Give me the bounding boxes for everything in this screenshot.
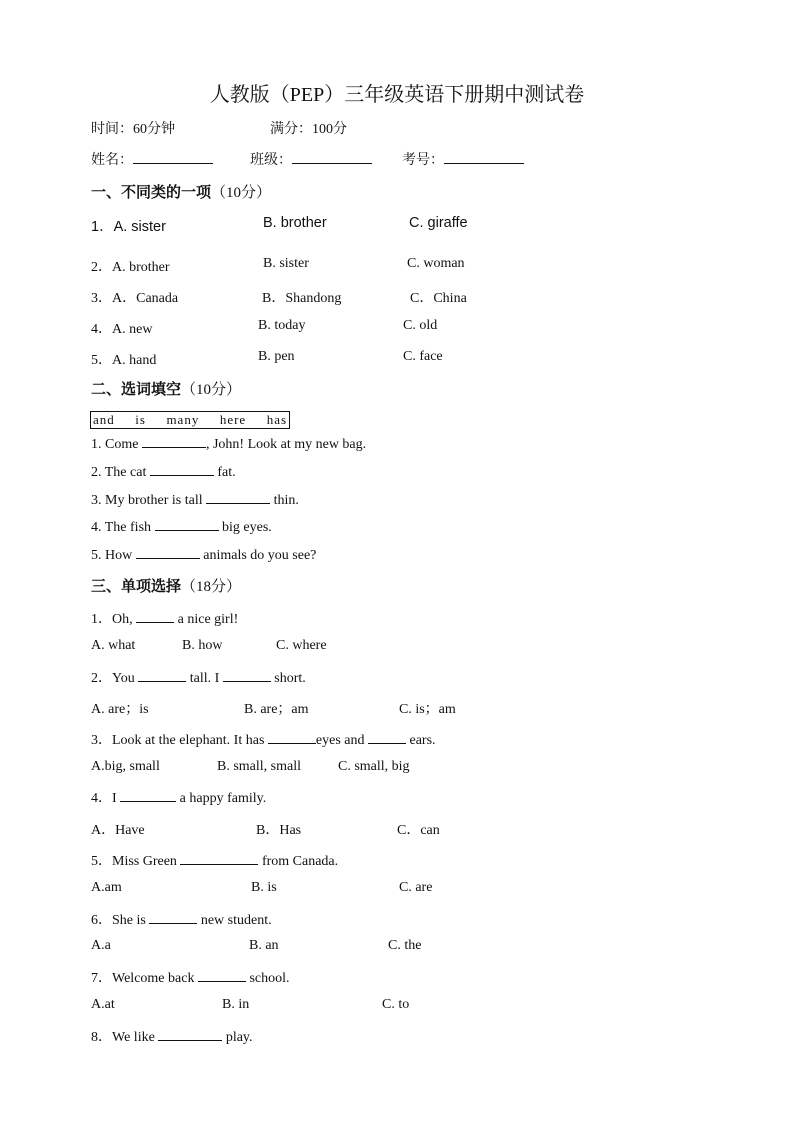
sec1-q5-option-c[interactable]: C. face: [403, 349, 443, 364]
name-field[interactable]: [91, 149, 213, 169]
exam-time: 时间：60分钟: [91, 122, 175, 137]
word-box: and is many here has: [90, 411, 290, 429]
sec1-q2-option-b[interactable]: B. sister: [263, 256, 309, 271]
sec1-q5-option-a[interactable]: 5．A. hand: [91, 353, 157, 368]
sec1-q4-option-a[interactable]: 4．A. new: [91, 322, 153, 337]
page-title: 人教版（PEP）三年级英语下册期中测试卷: [209, 84, 585, 106]
sec3-q3: 3．Look at the elephant. It has eyes and ears.: [91, 733, 436, 748]
sec3-q3-option-b[interactable]: B. small, small: [217, 759, 301, 774]
sec3-q5-blank[interactable]: [180, 863, 258, 865]
sec2-q4-blank[interactable]: [155, 529, 219, 531]
section-3-heading: 三、单项选择（18分）: [91, 579, 242, 595]
name-label: 姓名：: [91, 153, 133, 168]
sec3-q3-option-a[interactable]: A.big, small: [91, 759, 160, 774]
full-score: 满分：100分: [270, 122, 347, 137]
sec3-q1-option-c[interactable]: C. where: [276, 638, 327, 653]
sec2-q2-blank[interactable]: [150, 474, 214, 476]
sec1-q4-option-c[interactable]: C. old: [403, 318, 438, 333]
sec2-q5-blank[interactable]: [136, 557, 200, 559]
sec1-q3-option-c[interactable]: C．China: [410, 291, 467, 306]
class-label: 班级：: [250, 153, 292, 168]
section-1-heading: 一、不同类的一项（10分）: [91, 185, 272, 201]
number-label: 考号：: [402, 153, 444, 168]
number-field[interactable]: [402, 149, 524, 169]
sec3-q4-option-b[interactable]: B．Has: [256, 823, 302, 838]
sec3-q4-option-c[interactable]: C．can: [397, 823, 440, 838]
sec3-q6-option-a[interactable]: A.a: [91, 938, 111, 953]
sec3-q2-option-a[interactable]: A. are；is: [91, 702, 149, 717]
sec3-q2-option-b[interactable]: B. are；am: [244, 702, 309, 717]
sec3-q7-option-b[interactable]: B. in: [222, 997, 250, 1012]
sec3-q3-option-c[interactable]: C. small, big: [338, 759, 410, 774]
sec3-q7-option-a[interactable]: A.at: [91, 997, 115, 1012]
sec3-q1-option-b[interactable]: B. how: [182, 638, 223, 653]
sec1-q4-option-b[interactable]: B. today: [258, 318, 306, 333]
sec1-q3-option-b[interactable]: B．Shandong: [262, 291, 342, 306]
class-field[interactable]: [250, 149, 372, 169]
sec3-q7-option-c[interactable]: C. to: [382, 997, 410, 1012]
sec3-q3-blank-1[interactable]: [268, 742, 316, 744]
sec3-q5-option-c[interactable]: C. are: [399, 880, 433, 895]
sec3-q1: 1．Oh, a nice girl!: [91, 612, 239, 627]
sec3-q2-blank-1[interactable]: [138, 680, 186, 682]
sec3-q6-option-c[interactable]: C. the: [388, 938, 422, 953]
sec3-q8: 8．We like play.: [91, 1030, 253, 1045]
sec3-q3-blank-2[interactable]: [368, 742, 406, 744]
sec3-q4-blank[interactable]: [120, 800, 176, 802]
class-blank[interactable]: [292, 162, 372, 164]
name-blank[interactable]: [133, 162, 213, 164]
sec3-q7: 7．Welcome back school.: [91, 971, 290, 986]
sec3-q5-option-a[interactable]: A.am: [91, 880, 122, 895]
sec1-q3-option-a[interactable]: 3．A．Canada: [91, 291, 179, 306]
sec2-q1-blank[interactable]: [142, 446, 206, 448]
sec3-q6-blank[interactable]: [149, 922, 197, 924]
sec3-q6: 6．She is new student.: [91, 913, 272, 928]
sec3-q2-blank-2[interactable]: [223, 680, 271, 682]
sec1-q2-option-c[interactable]: C. woman: [407, 256, 465, 271]
sec3-q4: 4．I a happy family.: [91, 791, 267, 806]
sec2-q4: 4. The fish big eyes.: [91, 520, 272, 535]
sec3-q5: 5．Miss Green from Canada.: [91, 854, 339, 869]
sec1-q1-number: 1．A. sister: [91, 219, 166, 235]
sec1-q2-option-a[interactable]: 2．A. brother: [91, 260, 170, 275]
sec2-q1: 1. Come , John! Look at my new bag.: [91, 437, 367, 452]
number-blank[interactable]: [444, 162, 524, 164]
sec2-q3-blank[interactable]: [206, 502, 270, 504]
sec3-q7-blank[interactable]: [198, 980, 246, 982]
sec1-q1-option-b[interactable]: B. brother: [263, 215, 327, 231]
section-2-heading: 二、选词填空（10分）: [91, 382, 242, 398]
sec3-q4-option-a[interactable]: A．Have: [91, 823, 145, 838]
sec3-q5-option-b[interactable]: B. is: [251, 880, 277, 895]
sec3-q2-option-c[interactable]: C. is；am: [399, 702, 456, 717]
sec2-q5: 5. How animals do you see?: [91, 548, 317, 563]
sec3-q1-option-a[interactable]: A. what: [91, 638, 136, 653]
sec2-q3: 3. My brother is tall thin.: [91, 493, 299, 508]
sec1-q1-option-c[interactable]: C. giraffe: [409, 215, 468, 231]
sec3-q6-option-b[interactable]: B. an: [249, 938, 279, 953]
sec3-q8-blank[interactable]: [158, 1039, 222, 1041]
sec2-q2: 2. The cat fat.: [91, 465, 236, 480]
sec1-q5-option-b[interactable]: B. pen: [258, 349, 295, 364]
sec3-q1-blank[interactable]: [136, 621, 174, 623]
sec3-q2: 2．You tall. I short.: [91, 671, 306, 686]
